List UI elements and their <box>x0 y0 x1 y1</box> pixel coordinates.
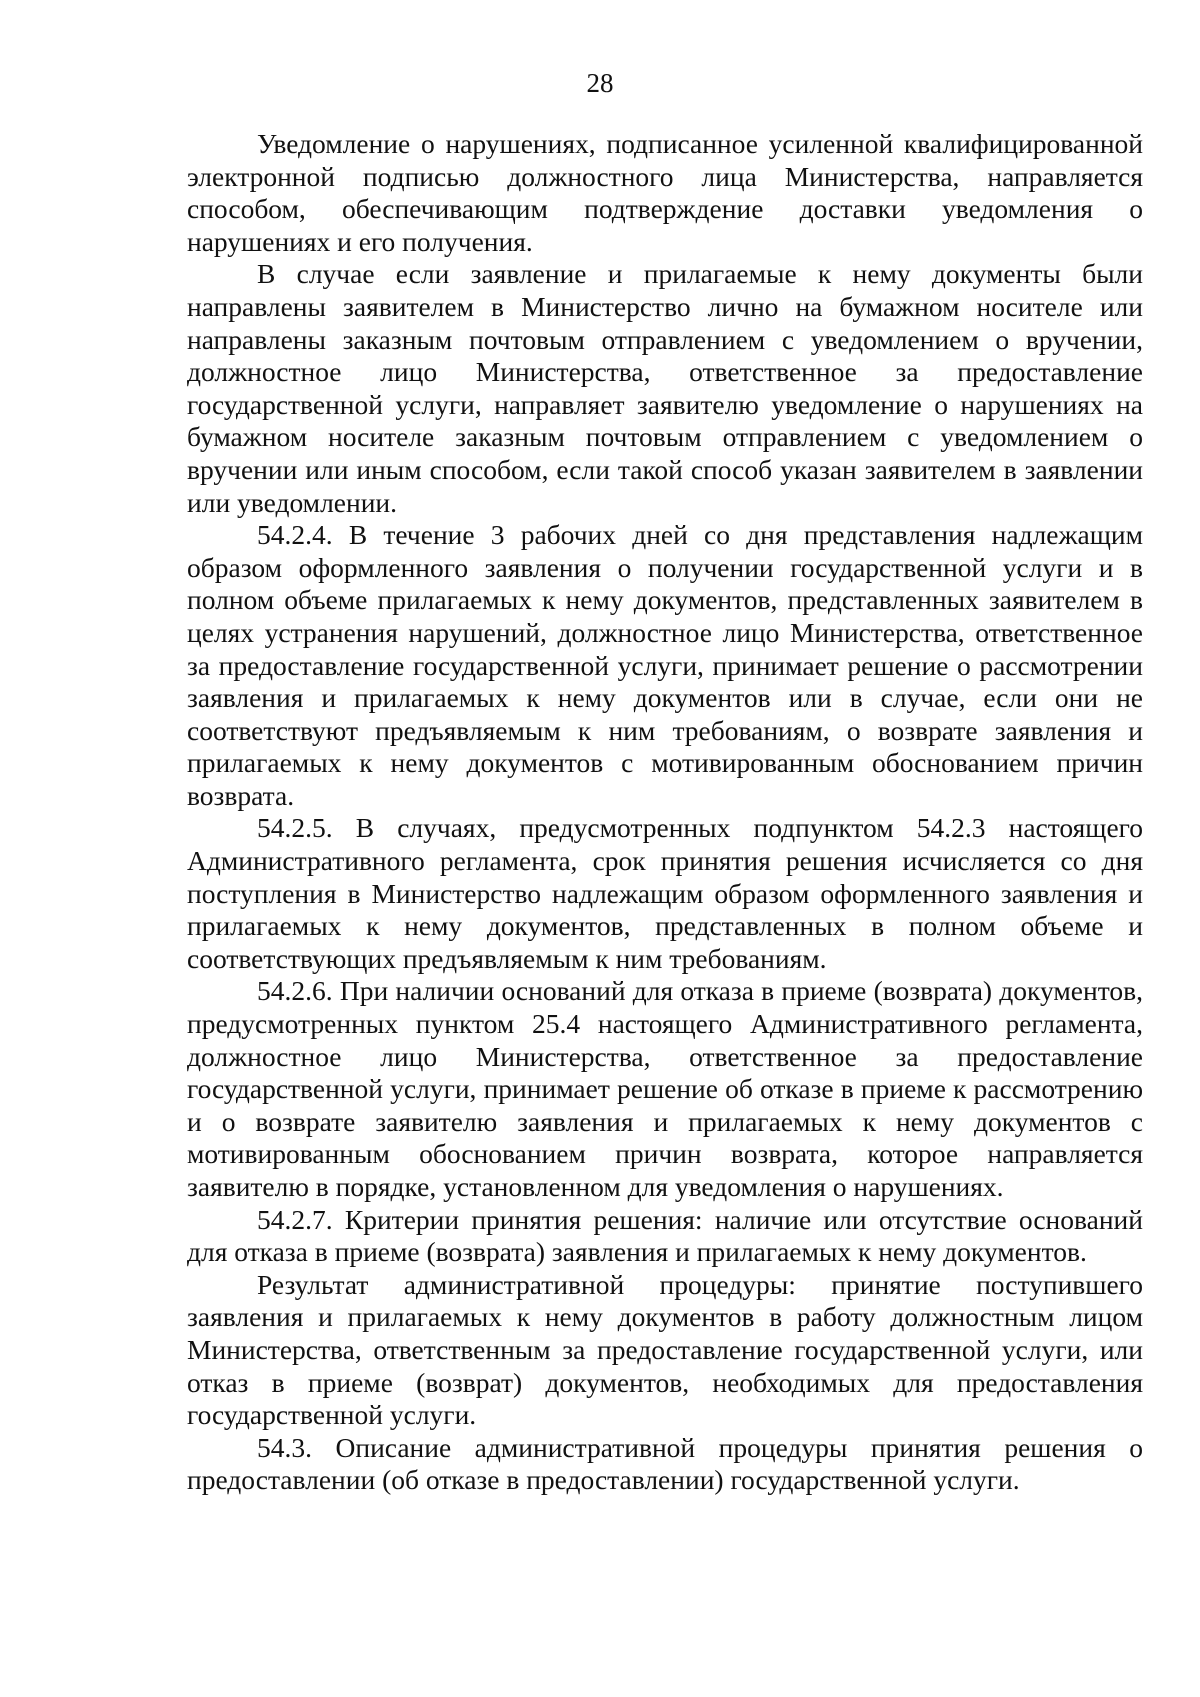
paragraph-54-2-4: 54.2.4. В течение 3 рабочих дней со дня представления надлежащим образом оформленного заявления о получении государственной услуги и в полном объеме прилагаемых к нему документов, представленных заявителем в целях устранения нарушений, должностное лицо Министерства, ответственное за предоставление государственной услуги, принимает решение о рассмотрении заявления и прилагаемых к нему документов или в случае, если они не соответствуют предъявляемым к ним требованиям, о возврате заявления и прилагаемых к нему документов с мотивированным обоснованием причин возврата. <box>187 519 1143 811</box>
page-number: 28 <box>586 68 614 98</box>
paragraph-paper-submission: В случае если заявление и прилагаемые к нему документы были направлены заявителем в Министерство лично на бумажном носителе или направлены заказным почтовым отправлением с уведомлением о вручении, должностное лицо Министерства, ответственное за предоставление государственной услуги, направляет заявителю уведомление о нарушениях на бумажном носителе заказным почтовым отправлением с уведомлением о вручении или иным способом, если такой способ указан заявителем в заявлении или уведомлении. <box>187 258 1143 518</box>
paragraph-54-2-7: 54.2.7. Критерии принятия решения: наличие или отсутствие оснований для отказа в приеме (возврата) заявления и прилагаемых к нему документов. <box>187 1203 1143 1268</box>
paragraph-54-3: 54.3. Описание административной процедуры принятия решения о предоставлении (об отказе в предоставлении) государственной услуги. <box>187 1431 1143 1496</box>
document-body <box>187 128 1143 1497</box>
paragraph-procedure-result: Результат административной процедуры: принятие поступившего заявления и прилагаемых к нему документов в работу должностным лицом Министерства, ответственным за предоставление государственной услуги, или отказ в приеме (возврат) документов, необходимых для предоставления государственной услуги. <box>187 1268 1143 1431</box>
paragraph-54-2-6: 54.2.6. При наличии оснований для отказа в приеме (возврата) документов, предусмотренных пунктом 25.4 настоящего Административного регламента, должностное лицо Министерства, ответственное за предоставление государственной услуги, принимает решение об отказе в приеме к рассмотрению и о возврате заявителю заявления и прилагаемых к нему документов с мотивированным обоснованием причин возврата, которое направляется заявителю в порядке, установленном для уведомления о нарушениях. <box>187 975 1143 1202</box>
paragraph-violation-notice-delivery: Уведомление о нарушениях, подписанное усиленной квалифицированной электронной подписью должностного лица Министерства, направляется способом, обеспечивающим подтверждение доставки уведомления о нарушениях и его получения. <box>187 128 1143 257</box>
paragraph-54-2-5: 54.2.5. В случаях, предусмотренных подпунктом 54.2.3 настоящего Административного регламента, срок принятия решения исчисляется со дня поступления в Министерство надлежащим образом оформленного заявления и прилагаемых к нему документов, представленных в полном объеме и соответствующих предъявляемым к ним требованиям. <box>187 812 1143 974</box>
